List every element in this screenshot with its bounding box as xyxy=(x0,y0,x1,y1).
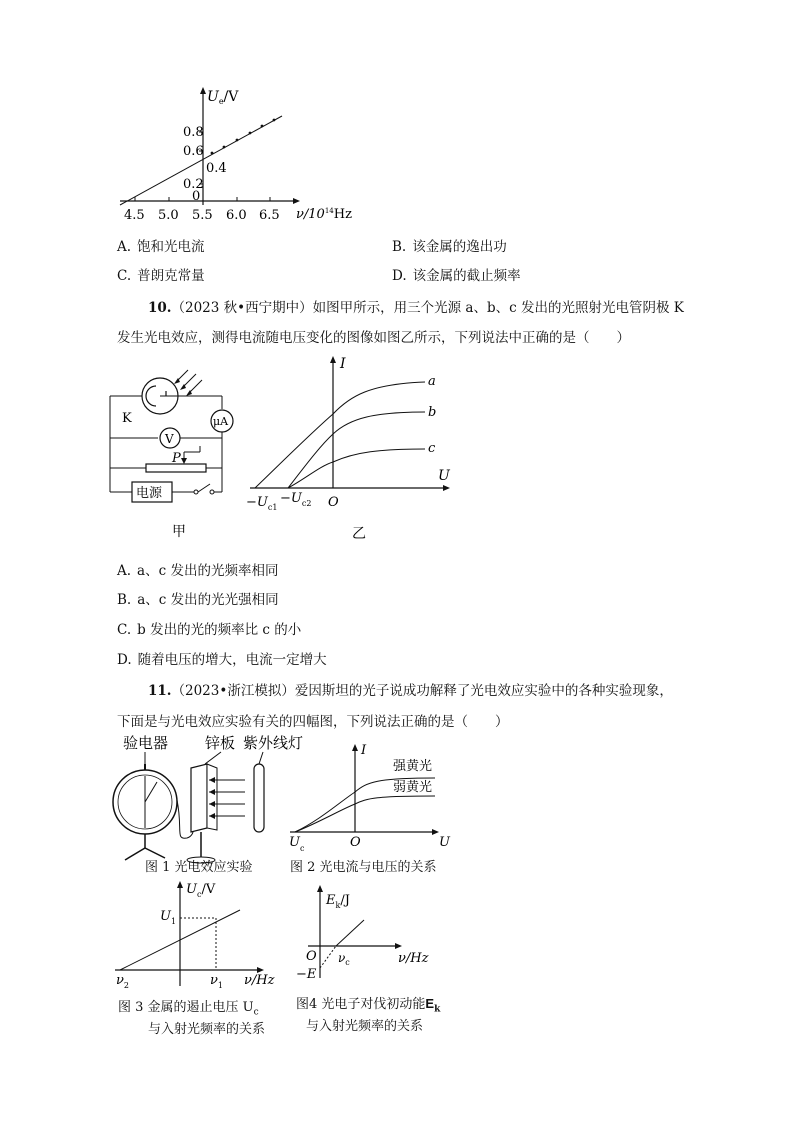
option-text: 饱和光电流 xyxy=(137,239,205,255)
option-c[interactable] xyxy=(117,264,205,284)
v1-label: $\nu_1$ xyxy=(210,973,223,990)
current-axis-label: I xyxy=(340,356,346,372)
q10-stem-line1 xyxy=(148,296,684,316)
kinetic-energy-line xyxy=(336,920,364,946)
kinetic-energy-fig4 xyxy=(288,878,438,993)
option-b[interactable] xyxy=(392,235,507,255)
q11-stem-line1 xyxy=(148,679,673,699)
option-text: a、c 发出的光光强相同 xyxy=(137,592,279,608)
uv-lamp-label: 紫外线灯 xyxy=(243,734,304,752)
y-tick: 0.4 xyxy=(206,161,227,176)
q11-stem-line2: 下面是与光电效应实验有关的四幅图，下列说法正确的是（ ） xyxy=(117,714,509,730)
zinc-plate xyxy=(191,764,207,832)
work-function-label: −E xyxy=(296,967,317,982)
stem-text: （2023•浙江模拟）爱因斯坦的光子说成功解释了光电效应实验中的各种实验现象， xyxy=(171,683,673,699)
option-text: 普朗克常量 xyxy=(137,268,205,284)
fig4-caption-line2: 与入射光频率的关系 xyxy=(306,1019,424,1034)
option-text: 该金属的截止频率 xyxy=(412,268,521,284)
option-text: 该金属的逸出功 xyxy=(412,239,507,255)
option-text: 随着电压的增大，电流一定增大 xyxy=(137,652,327,668)
origin-label: O xyxy=(350,835,361,850)
fig1-caption: 图 1 光电效应实验 xyxy=(145,860,253,875)
voltmeter-label: V xyxy=(165,432,174,446)
option-key: B. xyxy=(117,592,132,608)
uc2-label: $-U_{c2}$ xyxy=(280,491,312,508)
q10-option-a[interactable] xyxy=(117,559,278,579)
x-tick: 5.5 xyxy=(192,208,213,223)
option-a[interactable] xyxy=(117,235,205,255)
curve-a-label: a xyxy=(428,374,436,389)
voltage-axis-label: U xyxy=(439,835,450,850)
x-tick: 5.0 xyxy=(158,208,179,223)
y-axis-label: $U_c/V$ xyxy=(186,882,216,899)
cutoff-voltage-label: $U_c$ xyxy=(289,835,305,853)
option-text: a、c 发出的光频率相同 xyxy=(137,563,279,579)
figure-caption-jia: 甲 xyxy=(172,524,186,540)
iu-curve-graph-yi xyxy=(240,354,460,544)
option-text: b 发出的光的频率比 c 的小 xyxy=(137,622,302,638)
fig3-caption-line1: 图 3 金属的遏止电压 $U_c$ xyxy=(118,1000,259,1018)
fig2-caption: 图 2 光电流与电压的关系 xyxy=(290,860,437,875)
option-key: C. xyxy=(117,268,132,284)
y-axis-label: $U_e/V$ xyxy=(207,89,239,106)
switch xyxy=(198,484,210,492)
circuit-diagram-jia xyxy=(110,368,250,548)
option-key: C. xyxy=(117,622,132,638)
uv-lamp xyxy=(254,764,264,832)
cutoff-frequency-label: $\nu_c$ xyxy=(338,951,350,967)
option-key: B. xyxy=(392,239,407,255)
curve-b-label: b xyxy=(428,405,437,420)
y-tick: 0.8 xyxy=(183,125,204,140)
zinc-plate-label: 锌板 xyxy=(205,734,236,752)
u1-label: $U_1$ xyxy=(160,909,177,926)
v2-label: $\nu_2$ xyxy=(116,973,129,990)
weak-light-curve xyxy=(295,796,435,832)
option-d[interactable] xyxy=(392,264,521,284)
x-tick: 4.5 xyxy=(124,208,145,223)
option-key: D. xyxy=(392,268,407,284)
q10-option-d[interactable] xyxy=(117,648,327,668)
curve-a xyxy=(255,382,425,488)
option-key: A. xyxy=(117,563,132,579)
y-tick: 0 xyxy=(192,189,201,204)
strong-light-label: 强黄光 xyxy=(393,759,433,774)
q10-stem-line2: 发生光电效应，测得电流随电压变化的图像如图乙所示，下列说法中正确的是（ ） xyxy=(117,330,630,346)
data-points xyxy=(211,119,276,155)
figure-caption-yi: 乙 xyxy=(352,526,366,542)
curve-b xyxy=(288,412,425,488)
x-tick: 6.5 xyxy=(259,208,280,223)
weak-light-label: 弱黄光 xyxy=(393,780,433,795)
question-number: 10. xyxy=(148,300,172,316)
q10-option-c[interactable] xyxy=(117,618,301,638)
x-axis-label: $\nu/10^{14}Hz$ xyxy=(296,207,352,222)
stem-text: （2023 秋•西宁期中）如图甲所示，用三个光源 a、b、c 发出的光照射光电管阴极 K xyxy=(171,300,684,316)
y-tick: 0.6 xyxy=(183,144,204,159)
curve-c-label: c xyxy=(428,441,436,456)
curve-c xyxy=(288,449,425,488)
ue-frequency-graph xyxy=(100,80,360,230)
cathode-label: K xyxy=(122,411,132,426)
x-tick: 6.0 xyxy=(226,208,247,223)
q10-option-b[interactable] xyxy=(117,588,279,608)
microammeter-label: μA xyxy=(213,415,229,428)
voltage-axis-label: U xyxy=(438,468,450,484)
option-key: A. xyxy=(117,239,132,255)
origin-label: O xyxy=(328,495,339,510)
origin-label: O xyxy=(306,949,317,964)
option-key: D. xyxy=(117,652,132,668)
fig3-caption-line2: 与入射光频率的关系 xyxy=(148,1022,266,1037)
question-number: 11. xyxy=(148,683,172,699)
y-tick: 0.2 xyxy=(183,177,204,192)
current-axis-label: I xyxy=(361,743,367,758)
y-axis-label: $E_k/J$ xyxy=(326,893,350,910)
electroscope-label: 验电器 xyxy=(123,734,169,752)
photocurrent-voltage-fig2 xyxy=(285,740,455,855)
x-axis-label: ν/Hz xyxy=(398,951,429,966)
fig4-caption-line1: 图4 光电子对伐初动能$E_k$ xyxy=(296,996,441,1015)
power-supply-label: 电源 xyxy=(136,486,163,501)
slider-label: P xyxy=(172,451,181,466)
stopping-voltage-fig3 xyxy=(110,878,290,988)
x-axis-label: ν/Hz xyxy=(244,973,275,988)
uc1-label: $-U_{c1}$ xyxy=(246,495,278,512)
